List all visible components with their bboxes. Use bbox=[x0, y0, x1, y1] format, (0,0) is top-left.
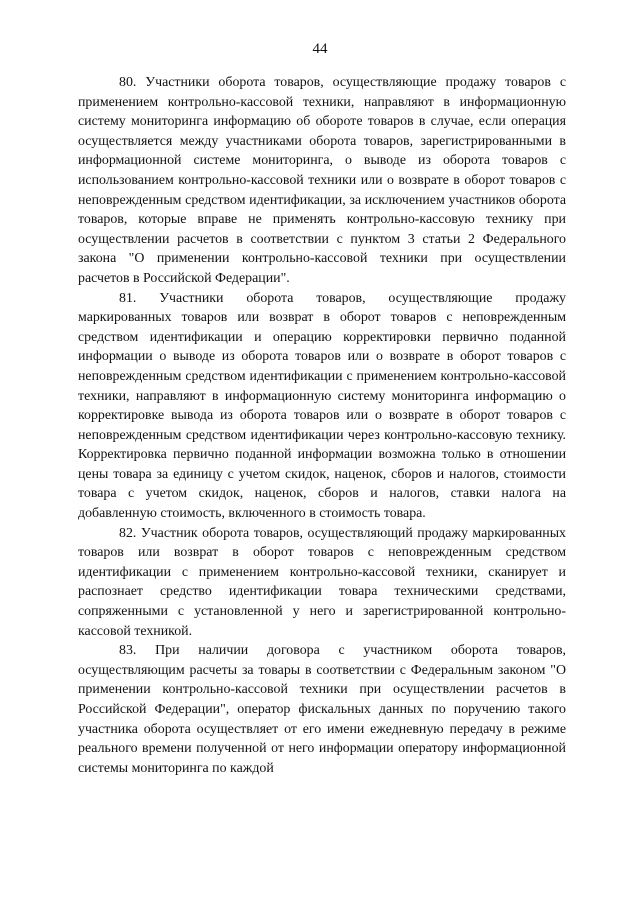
page-number: 44 bbox=[312, 41, 328, 57]
paragraph-83: 83. При наличии договора с участником оборота товаров, осуществляющим расчеты за товары в соответствии с Федеральным законом "О применении контрольно-кассовой техники при осуществлении расчетов в Российской Федерации", оператор фискальных данных по поручению такого участника оборота осуществляет от его имени ежедневную передачу в режиме реального времени полученной от него информации оператору информационной системы мониторинга по каждой bbox=[78, 643, 566, 776]
paragraph-82: 82. Участник оборота товаров, осуществляющий продажу маркированных товаров или возврат в оборот товаров с неповрежденным средством идентификации с применением контрольно-кассовой техники, сканирует и распознает средство идентификации товара техническими средствами, сопряженными с установленной у него и зарегистрированной контрольно-кассовой техникой. bbox=[78, 525, 566, 639]
paragraph-81: 81. Участники оборота товаров, осуществляющие продажу маркированных товаров или возврат в оборот товаров с неповрежденным средством идентификации и операцию корректировки первично поданной информации о выводе из оборота товаров или о возврате в оборот товаров с неповрежденным средством идентификации с применением контрольно-кассовой техники, направляют в информационную систему мониторинга информацию о корректировке вывода из оборота товаров или о возврате в оборот товаров с неповрежденным средством идентификации через контрольно-кассовую технику. Корректировка первично поданной информации возможна только в отношении цены товара за единицу с учетом скидок, наценок, сборов и налогов, стоимости товара с учетом скидок, наценок, сборов и налогов, ставки налога на добавленную стоимость, включенного в стоимость товара. bbox=[78, 290, 566, 522]
document-body bbox=[78, 73, 566, 778]
paragraph-80: 80. Участники оборота товаров, осуществляющие продажу товаров с применением контрольно-кассовой техники, направляют в информационную систему мониторинга информацию об обороте товаров в случае, если операция осуществляется между участниками оборота товаров, зарегистрированными в информационной системе мониторинга, о выводе из оборота товаров с использованием контрольно-кассовой техники или о возврате в оборот товаров с неповрежденным средством идентификации, за исключением участников оборота товаров, которые вправе не применять контрольно-кассовую технику при осуществлении расчетов в соответствии с пунктом 3 статьи 2 Федерального закона "О применении контрольно-кассовой техники при осуществлении расчетов в Российской Федерации". bbox=[78, 75, 566, 286]
